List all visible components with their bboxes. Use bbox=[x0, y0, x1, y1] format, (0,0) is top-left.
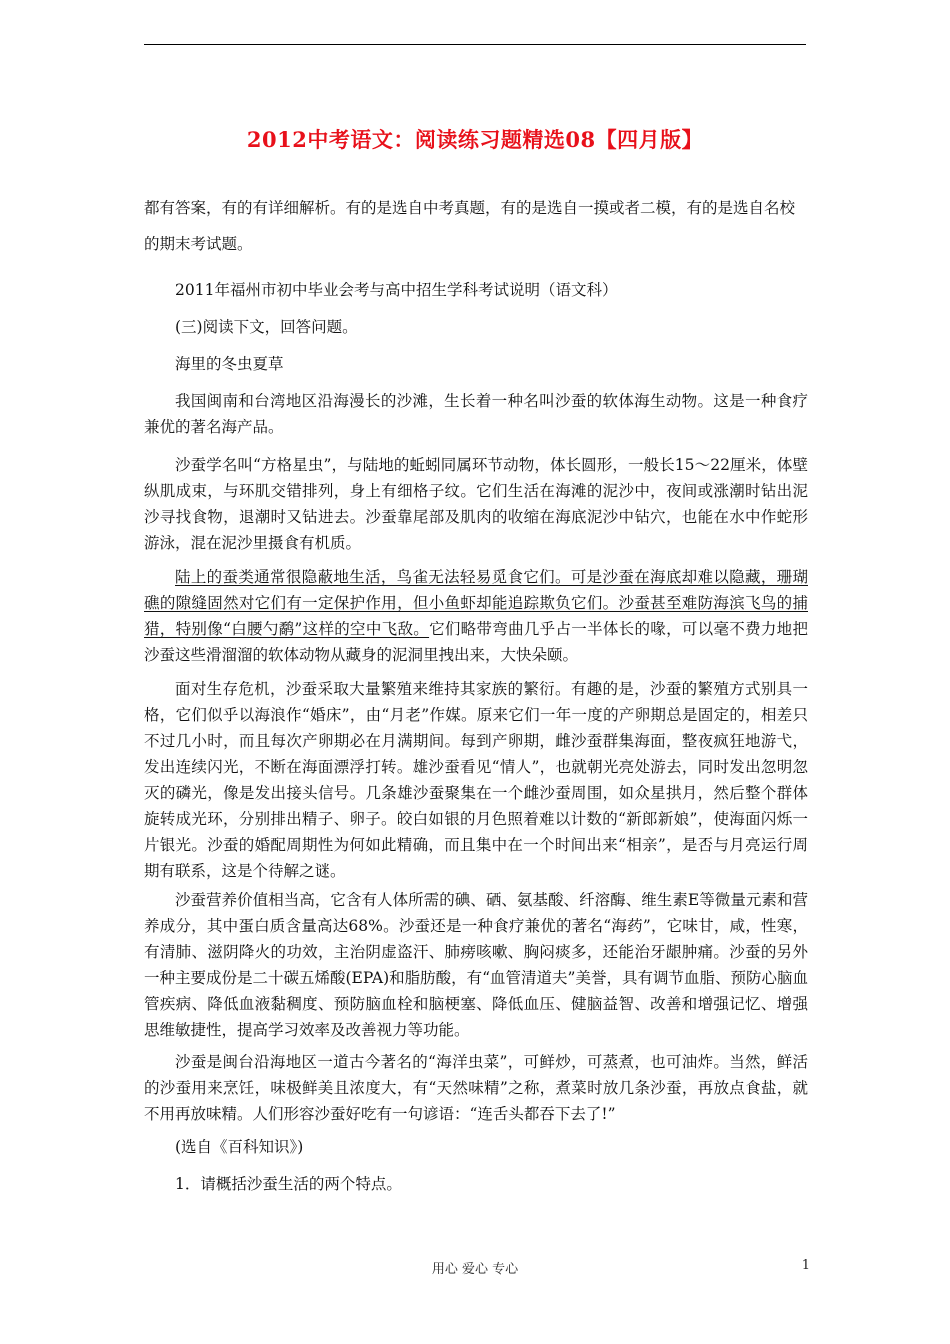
header-rule bbox=[144, 44, 806, 45]
paragraph-3-continuation: 它们略带弯曲几乎占一半体长的喙，可以毫不费力地把沙蚕这些滑溜溜的软体动物从藏身的泥洞里拽出来，大快朵颐。 bbox=[144, 620, 808, 664]
article-paragraph-2: 沙蚕学名叫“方格星虫”，与陆地的蚯蚓同属环节动物，体长圆形，一般长15～22厘米，体壁纵肌成束，与环肌交错排列，身上有细格子纹。它们生活在海滩的泥沙中，夜间或涨潮时钻出泥沙寻找食物，退潮时又钻进去。沙蚕靠尾部及肌肉的收缩在海底泥沙中钻穴，也能在水中作蛇形游泳，混在泥沙里摄食有机质。 bbox=[144, 456, 808, 552]
underlined-passage: 陆上的蚕类通常很隐蔽地生活，鸟雀无法轻易觅食它们。可是沙蚕在海底却难以隐藏，珊瑚礁的隙缝固然对它们有一定保护作用，但小鱼虾却能追踪欺负它们。沙蚕甚至难防海滨飞鸟的捕猎，特别像“白腰勺鹬”这样的空中飞敌。 bbox=[144, 568, 808, 638]
question-1: 1．请概括沙蚕生活的两个特点。 bbox=[175, 1175, 402, 1193]
article-paragraph-6: 沙蚕是闽台沿海地区一道古今著名的“海洋虫菜”，可鲜炒，可蒸煮，也可油炸。当然，鲜活的沙蚕用来烹饪，味极鲜美且浓度大，有“天然味精”之称，煮菜时放几条沙蚕，再放点食盐，就不用再放味精。人们形容沙蚕好吃有一句谚语：“连舌头都吞下去了!” bbox=[144, 1053, 808, 1123]
source-line: 2011年福州市初中毕业会考与高中招生学科考试说明（语文科） bbox=[175, 281, 618, 299]
article-paragraph-4: 面对生存危机，沙蚕采取大量繁殖来维持其家族的繁衍。有趣的是，沙蚕的繁殖方式别具一格，它们似乎以海浪作“婚床”，由“月老”作媒。原来它们一年一度的产卵期总是固定的，相差只不过几小时，而且每次产卵期必在月满期间。每到产卵期，雌沙蚕群集海面，整夜疯狂地游弋，发出连续闪光，不断在海面漂浮打转。雄沙蚕看见“情人”，也就朝光亮处游去，同时发出忽明忽灭的磷光，像是发出接头信号。几条雄沙蚕聚集在一个雌沙蚕周围，如众星拱月，然后整个群体旋转成光环，分别排出精子、卵子。皎白如银的月色照着难以计数的“新郎新娘”，使海面闪烁一片银光。沙蚕的婚配周期性为何如此精确，而且集中在一个时间出来“相亲”，是否与月亮运行周期有联系，这是个待解之谜。 bbox=[144, 680, 808, 880]
article-paragraph-1: 我国闽南和台湾地区沿海漫长的沙滩，生长着一种名叫沙蚕的软体海生动物。这是一种食疗兼优的著名海产品。 bbox=[144, 392, 808, 436]
intro-paragraph: 都有答案，有的有详细解析。有的是选自中考真题，有的是选自一摸或者二模，有的是选自名校的期末考试题。 bbox=[144, 199, 796, 253]
instruction-line: (三)阅读下文，回答问题。 bbox=[175, 318, 358, 336]
article-title: 海里的冬虫夏草 bbox=[175, 355, 284, 373]
page-title: 2012中考语文：阅读练习题精选08【四月版】 bbox=[246, 127, 704, 152]
article-paragraph-5: 沙蚕营养价值相当高，它含有人体所需的碘、硒、氨基酸、纤溶酶、维生素E等微量元素和营养成分，其中蛋白质含量高达68%。沙蚕还是一种食疗兼优的著名“海药”，它味甘，咸，性寒，有清肺、滋阴降火的功效，主治阴虚盗汗、肺痨咳嗽、胸闷痰多，还能治牙龈肿痛。沙蚕的另外一种主要成份是二十碳五烯酸(EPA)和脂肪酸，有“血管清道夫”美誉，具有调节血脂、预防心脑血管疾病、降低血液黏稠度、预防脑血栓和脑梗塞、降低血压、健脑益智、改善和增强记忆、增强思维敏捷性，提高学习效率及改善视力等功能。 bbox=[144, 891, 808, 1039]
footer-motto: 用心 爱心 专心 bbox=[431, 1262, 519, 1277]
page-number: 1 bbox=[801, 1258, 810, 1273]
citation: (选自《百科知识》) bbox=[175, 1138, 304, 1156]
article-paragraph-3 bbox=[144, 564, 808, 668]
